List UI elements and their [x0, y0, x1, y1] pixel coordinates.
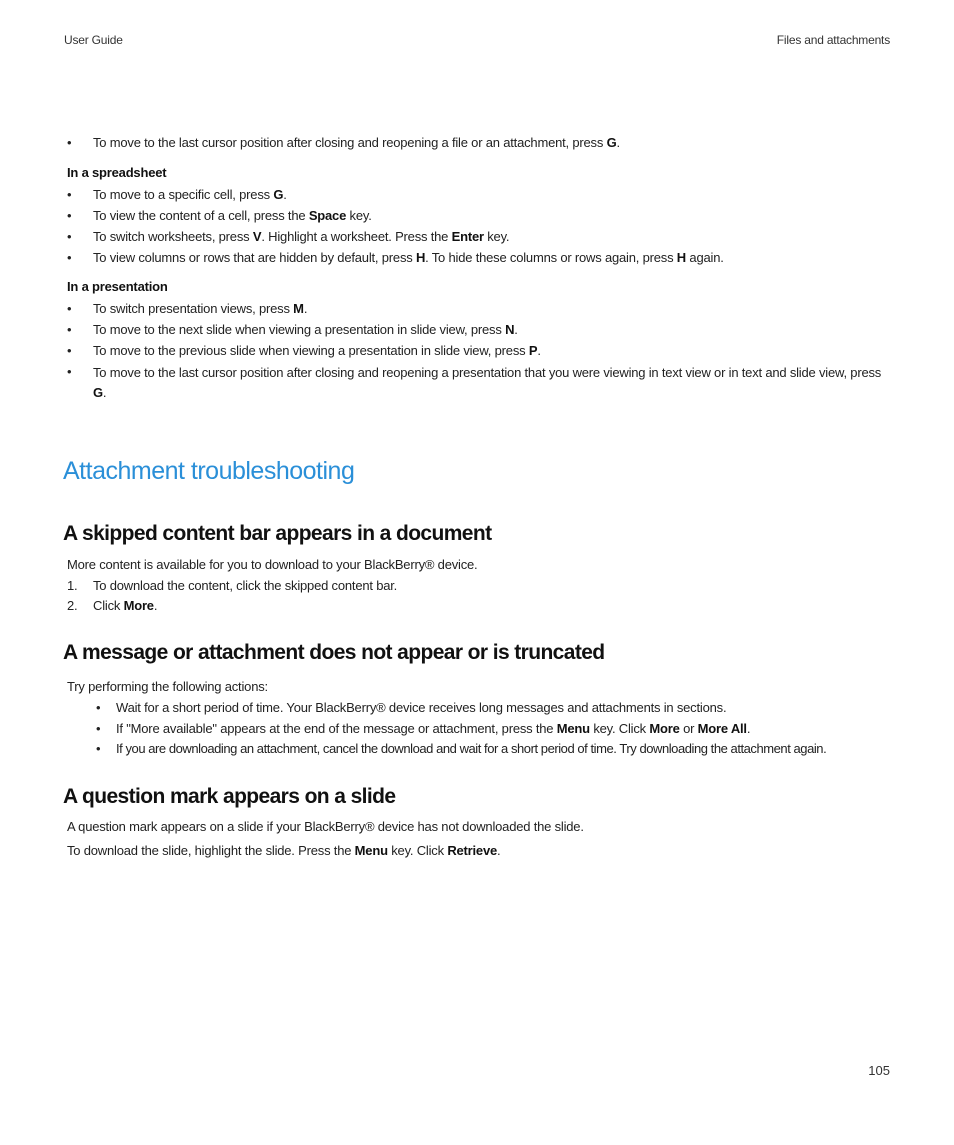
- heading-truncated: A message or attachment does not appear or is truncated: [63, 641, 605, 664]
- header-left: User Guide: [64, 33, 123, 47]
- bullet: •: [67, 135, 72, 150]
- subsection-label-presentation: In a presentation: [67, 279, 168, 294]
- header-right: Files and attachments: [776, 33, 890, 47]
- section-title: Attachment troubleshooting: [63, 457, 355, 485]
- subsection-label-spreadsheet: In a spreadsheet: [67, 165, 167, 180]
- heading-skipped-content: A skipped content bar appears in a document: [63, 522, 492, 545]
- page-number: 105: [868, 1063, 890, 1078]
- heading-question-mark: A question mark appears on a slide: [63, 785, 396, 808]
